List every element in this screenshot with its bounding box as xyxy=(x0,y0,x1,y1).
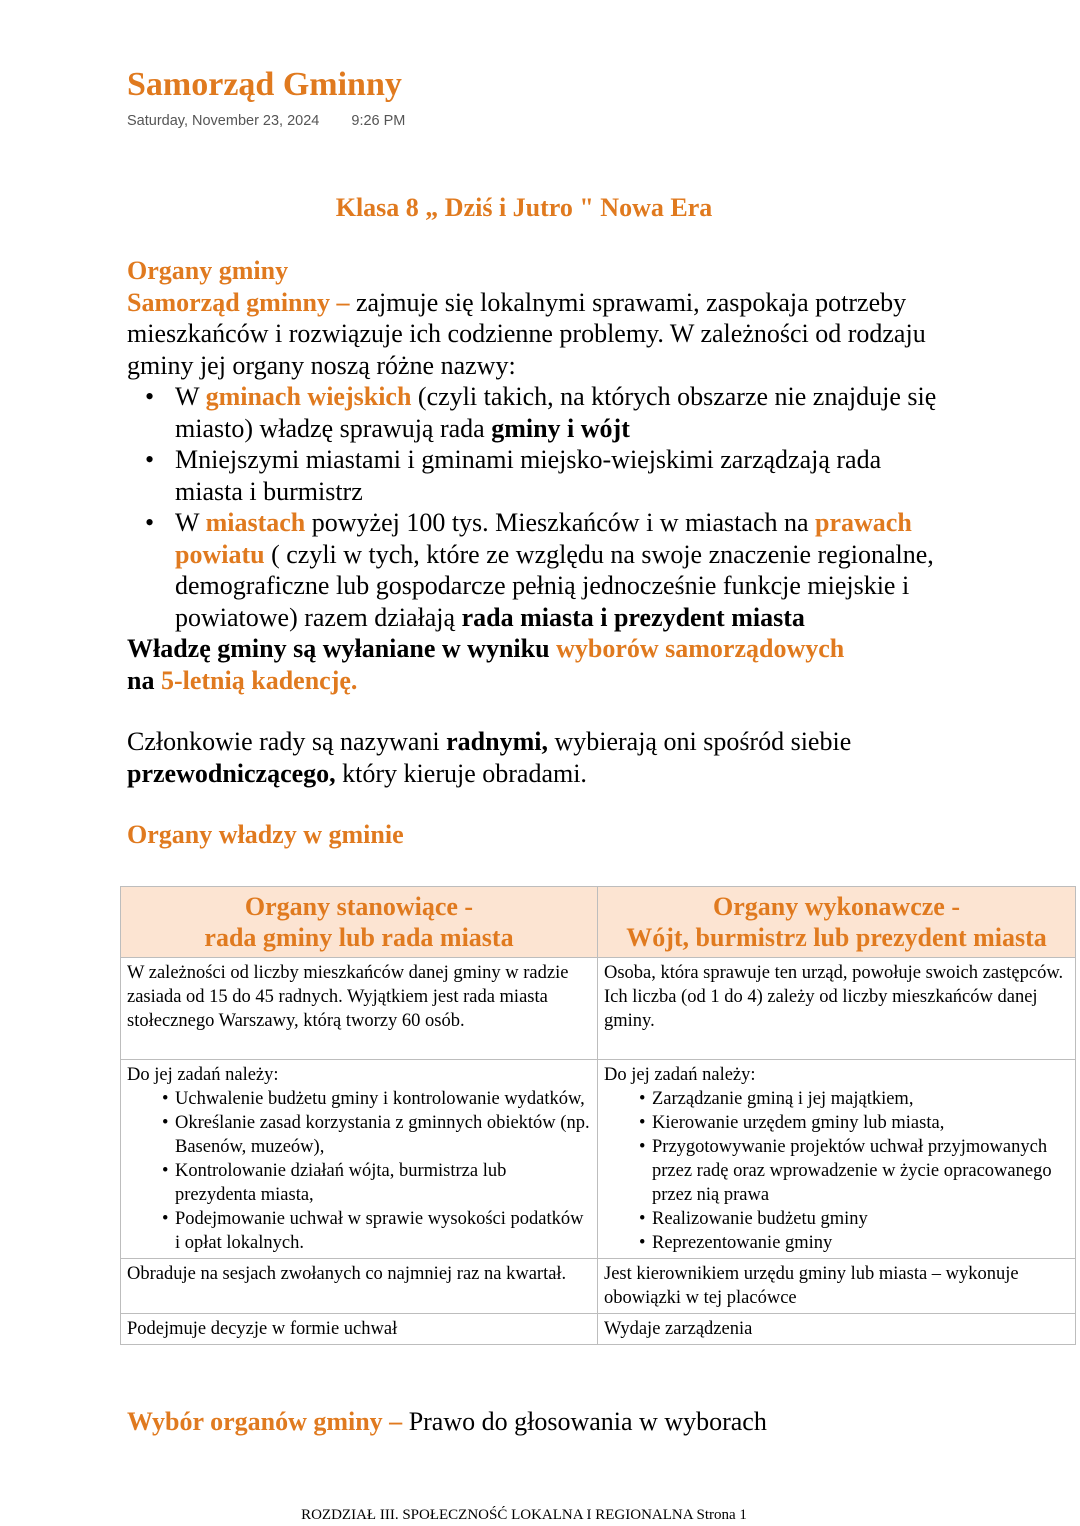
intro-paragraph xyxy=(127,287,947,382)
bold-term: gminy i wójt xyxy=(491,413,630,443)
list-item xyxy=(127,381,947,444)
elections-line-2 xyxy=(127,665,947,697)
column-header-wykonawcze xyxy=(598,887,1076,958)
header-line: Organy wykonawcze - xyxy=(713,892,960,921)
text-fragment: W xyxy=(175,508,206,537)
section-heading-organy-wladzy: Organy władzy w gminie xyxy=(127,820,404,849)
highlight-term: prawach powiatu xyxy=(175,508,912,569)
list-item: • Kontrolowanie działań wójta, burmistrza lub prezydenta miasta, xyxy=(127,1159,591,1207)
list-item: • Kierowanie urzędem gminy lub miasta, xyxy=(604,1111,1069,1135)
council-paragraph xyxy=(127,726,947,789)
task-list-council xyxy=(127,1087,591,1255)
table-row xyxy=(121,1259,1076,1314)
spacer xyxy=(127,789,947,819)
intro-term: Samorząd gminny – xyxy=(127,287,350,317)
table-header-row xyxy=(121,887,1076,958)
page-time: 9:26 PM xyxy=(351,113,406,129)
text-fragment: Mniejszymi miastami i gminami miejsko-wiejskimi zarządzają rada miasta i burmistrz xyxy=(175,445,882,506)
list-item: • Uchwalenie budżetu gminy i kontrolowanie wydatków, xyxy=(127,1087,591,1111)
table-row xyxy=(121,958,1076,1060)
text-fragment: powyżej 100 tys. Mieszkańców i w miastach na xyxy=(305,508,816,537)
text-fragment: (czyli takich, na których obszarze nie znajduje się miasto) władzę sprawują rada xyxy=(175,382,937,443)
bold-term: radnymi, xyxy=(446,727,548,756)
table-cell xyxy=(598,1060,1076,1259)
page-date: Saturday, November 23, 2024 xyxy=(127,113,320,129)
document-subtitle: Klasa 8 „ Dziś i Jutro " Nowa Era xyxy=(335,193,713,222)
list-item: • Realizowanie budżetu gminy xyxy=(604,1207,1069,1231)
text-fragment: W xyxy=(175,382,206,411)
table-cell: Osoba, która sprawuje ten urząd, powołuje swoich zastępców. Ich liczba (od 1 do 4) zależy od liczby mieszkańców danej gminy. xyxy=(598,958,1076,1060)
list-item xyxy=(127,444,947,507)
list-item: • Przygotowywanie projektów uchwał przyjmowanych przez radę oraz wprowadzenie w życie opracowanego przez nią prawa xyxy=(604,1135,1069,1207)
header-line: rada gminy lub rada miasta xyxy=(204,923,514,952)
spacer xyxy=(127,696,947,726)
table-cell: Wydaje zarządzenia xyxy=(598,1314,1076,1345)
list-item: • Podejmowanie uchwał w sprawie wysokości podatków i opłat lokalnych. xyxy=(127,1207,591,1255)
organ-names-list xyxy=(127,381,947,633)
text-fragment: Prawo do głosowania w wyborach xyxy=(402,1407,767,1436)
organs-table xyxy=(120,886,1076,1345)
highlight-term: miastach xyxy=(205,508,306,537)
bold-term: przewodniczącego, xyxy=(127,758,336,788)
elections-line-1 xyxy=(127,633,947,665)
table-row xyxy=(121,1060,1076,1259)
list-item: • Reprezentowanie gminy xyxy=(604,1231,1069,1255)
list-item: • Zarządzanie gminą i jej majątkiem, xyxy=(604,1087,1069,1111)
text-fragment: wybierają oni spośród siebie xyxy=(547,727,852,756)
task-list-executive xyxy=(604,1087,1069,1255)
cell-intro: Do jej zadań należy: xyxy=(127,1065,279,1085)
column-header-stanowiace xyxy=(121,887,598,958)
table-cell: Obraduje na sesjach zwołanych co najmniej raz na kwartał. xyxy=(121,1259,598,1314)
cell-intro: Do jej zadań należy: xyxy=(604,1065,756,1085)
highlight-term: gminach wiejskich xyxy=(205,382,412,411)
list-item: • Określanie zasad korzystania z gminnych obiektów (np. Basenów, muzeów), xyxy=(127,1111,591,1159)
page-title: Samorząd Gminny xyxy=(127,66,402,103)
organs-table-wrapper xyxy=(120,886,1076,1345)
page-meta xyxy=(127,111,405,131)
main-content xyxy=(127,255,947,851)
text-fragment: na xyxy=(127,665,161,695)
list-item xyxy=(127,507,947,633)
table-cell: Jest kierownikiem urzędu gminy lub miasta – wykonuje obowiązki w tej placówce xyxy=(598,1259,1076,1314)
header-line: Wójt, burmistrz lub prezydent miasta xyxy=(626,923,1047,952)
intro-text: zajmuje się lokalnymi sprawami, zaspokaja potrzeby mieszkańców i rozwiązuje ich codzienne problemy. W zależności od rodzaju gminy jej organy noszą różne nazwy: xyxy=(127,287,926,380)
table-row xyxy=(121,1314,1076,1345)
page-footer: ROZDZIAŁ III. SPOŁECZNOŚĆ LOKALNA I REGIONALNA Strona 1 xyxy=(301,1507,747,1523)
text-fragment: ( czyli w tych, które ze względu na swoje znaczenie regionalne, demograficzne lub gospodarcze pełnią jednocześnie funkcje miejskie i powiatowe) razem działają xyxy=(175,539,934,632)
text-fragment: który kieruje obradami. xyxy=(335,758,587,788)
table-cell: W zależności od liczby mieszkańców danej gminy w radzie zasiada od 15 do 45 radnych. Wyjątkiem jest rada miasta stołecznego Warszawy, którą tworzy 60 osób. xyxy=(121,958,598,1060)
election-line xyxy=(127,1405,767,1439)
table-cell xyxy=(121,1060,598,1259)
bold-term: rada miasta i prezydent miasta xyxy=(461,602,805,632)
table-cell: Podejmuje decyzje w formie uchwał xyxy=(121,1314,598,1345)
section-heading-organy-gminy: Organy gminy xyxy=(127,256,289,285)
text-fragment: Członkowie rady są nazywani xyxy=(127,727,447,756)
section-heading-wybor: Wybór organów gminy – xyxy=(127,1407,403,1436)
header-line: Organy stanowiące - xyxy=(244,892,474,921)
highlight-term: wyborów samorządowych xyxy=(556,634,845,663)
highlight-term: 5-letnią kadencję. xyxy=(160,665,358,695)
text-fragment: Władzę gminy są wyłaniane w wyniku xyxy=(127,634,557,663)
